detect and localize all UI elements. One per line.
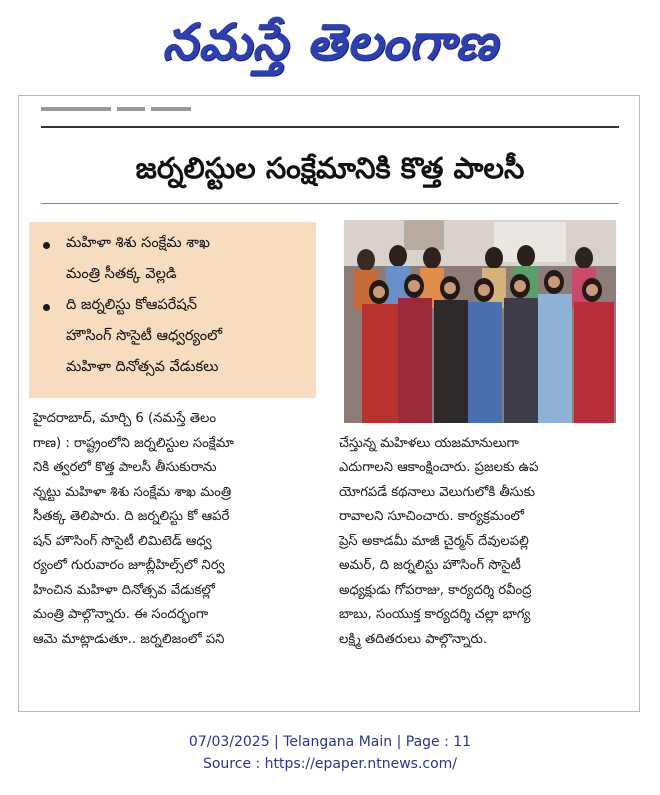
body-line: బాబు, సంయుక్త కార్యదర్శి చల్లా భాగ్య <box>339 607 531 622</box>
body-line: గాణ) : రాష్ట్రంలోని జర్నలిస్టుల సంక్షేమా <box>33 435 234 451</box>
highlight-line: మంత్రి సీతక్క వెల్లడి <box>66 266 177 282</box>
highlight-line: హౌసింగ్ సొసైటీ ఆధ్వర్యంలో <box>66 328 223 344</box>
body-line: యోగపడే కథనాలు వెలుగులోకి తీసుకు <box>339 484 536 500</box>
body-line: హించిన మహిళా దినోత్సవ వేడుకల్లో <box>33 582 215 598</box>
body-line: అధ్యక్షుడు గోపరాజు, కార్యదర్శి రవీంద్ర <box>339 582 532 598</box>
footer-source: Source : https://epaper.ntnews.com/ <box>202 756 458 772</box>
body-line: ఎదుగాలని ఆకాంక్షించారు. ప్రజలకు ఉప <box>339 460 539 475</box>
bullet-dot-icon <box>43 242 50 249</box>
bullet-dot-icon <box>43 304 50 311</box>
body-line: రావాలని సూచించారు. కార్యక్రమంలో <box>339 509 525 524</box>
body-line: అమర్, ది జర్నలిస్టు హౌసింగ్ సొసైటీ <box>339 558 521 573</box>
body-line: చేస్తున్న మహిళలు యజమానులుగా <box>339 435 519 451</box>
footer-info: 07/03/2025 | Telangana Main | Page : 11 <box>188 734 472 750</box>
cropped-top-text <box>41 98 631 106</box>
article-headline: జర్నలిస్టుల సంక్షేమానికి కొత్త పాలసీ <box>135 151 525 185</box>
highlight-line: మహిళా శిశు సంక్షేమ శాఖ <box>66 235 210 251</box>
highlight-bullet-2 <box>43 292 58 323</box>
body-line: లక్ష్మి తదితరులు పాల్గొన్నారు. <box>339 631 488 647</box>
headline-top-rule <box>41 126 619 128</box>
highlight-line: మహిళా దినోత్సవ వేడుకలు <box>66 359 219 375</box>
headline-bottom-rule <box>41 203 619 204</box>
highlight-bullet-1 <box>43 230 58 261</box>
article-clipping <box>18 95 640 712</box>
body-line: మంత్రి పాల్గొన్నారు. ఈ సందర్భంగా <box>33 607 209 622</box>
body-line: షన్ హౌసింగ్ సొసైటీ లిమిటెడ్ ఆధ్వ <box>33 533 212 549</box>
body-line: న్నట్టు మహిళా శిశు సంక్షేమ శాఖ మంత్రి <box>33 484 232 500</box>
highlight-line: ది జర్నలిస్టు కోఆపరేషన్ <box>66 297 197 313</box>
highlights-box <box>29 222 316 398</box>
group-photo <box>344 220 616 423</box>
body-line: ప్రెస్ అకాడమీ మాజీ చైర్మన్ దేవులపల్లి <box>339 533 529 549</box>
body-line: సీతక్క తెలిపారు. ది జర్నలిస్టు కో ఆపరే <box>33 509 230 524</box>
body-line: హైదరాబాద్, మార్చి 6 (నమస్తే తెలం <box>33 411 217 426</box>
body-line: నికి త్వరలో కొత్త పాలసీ తీసుకురాను <box>33 460 217 475</box>
masthead <box>0 6 660 78</box>
body-line: ఆమె మాట్లాడుతూ.. జర్నలిజంలో పని <box>33 631 225 647</box>
body-line: ర్యంలో గురువారం జూబ్లీహిల్స్‌లో నిర్వ <box>33 558 225 573</box>
masthead-title: నమస్తే తెలంగాణ <box>162 13 498 71</box>
